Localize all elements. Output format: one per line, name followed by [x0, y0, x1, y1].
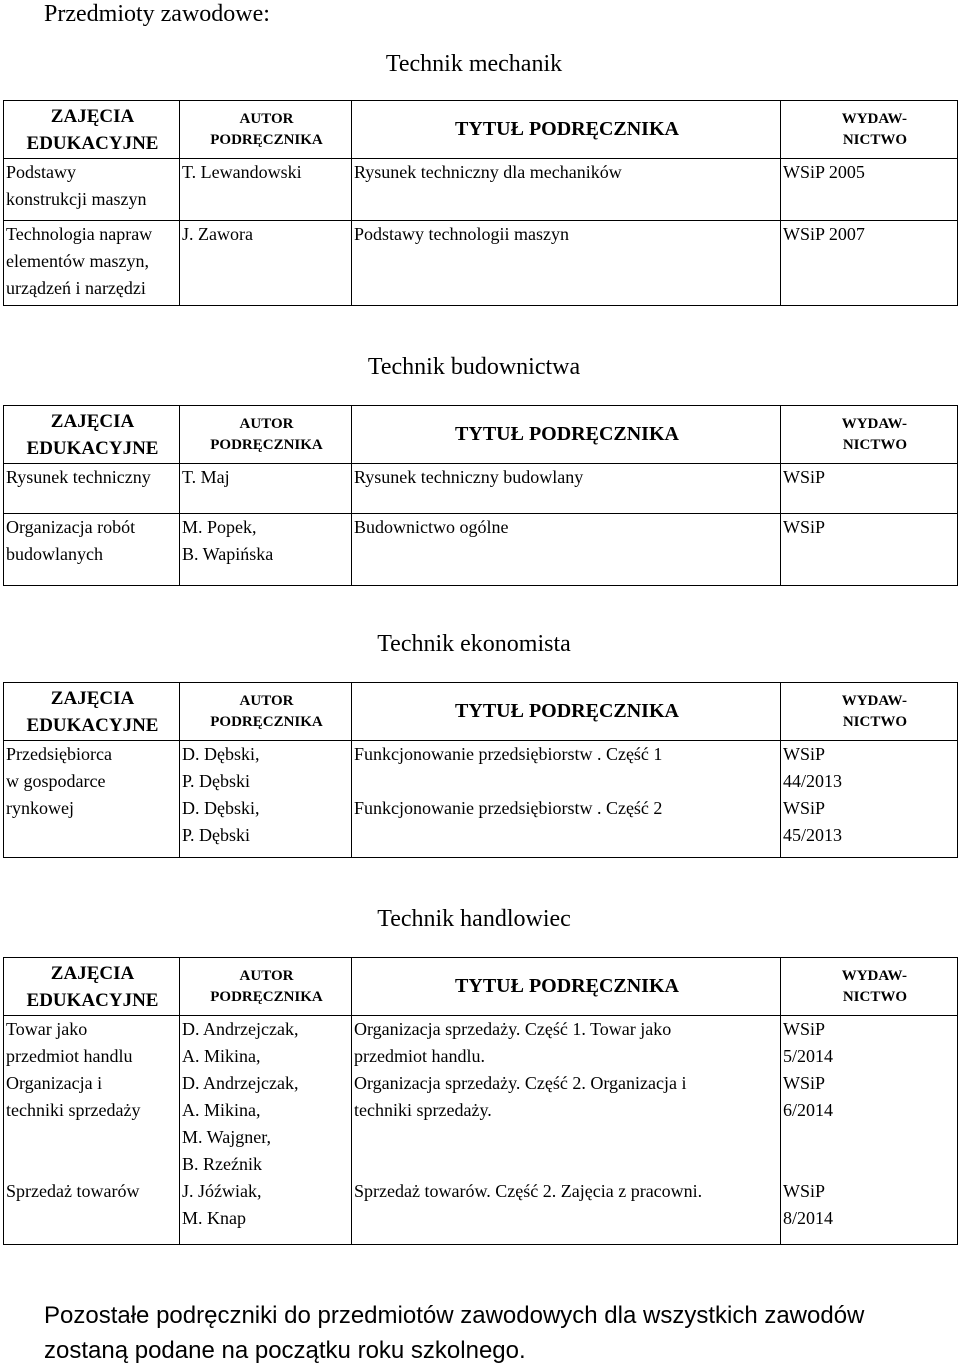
cell-subject: Organizacja robót budowlanych — [4, 514, 180, 586]
header-title: TYTUŁ PODRĘCZNIKA — [352, 101, 781, 159]
header-subject: ZAJĘCIA EDUKACYJNE — [4, 958, 180, 1016]
header-subject: ZAJĘCIA EDUKACYJNE — [4, 101, 180, 159]
table-header-row — [4, 958, 958, 1016]
header-subject: ZAJĘCIA EDUKACYJNE — [4, 683, 180, 741]
section-title-budownictwa: Technik budownictwa — [367, 354, 581, 380]
cell-subject: Technologia napraw elementów maszyn, urządzeń i narzędzi — [4, 221, 180, 306]
cell-author: T. Maj — [180, 464, 352, 514]
cell-title: Funkcjonowanie przedsiębiorstw . Część 1 Funkcjonowanie przedsiębiorstw . Część 2 — [352, 741, 781, 858]
cell-author: D. Andrzejczak, A. Mikina, D. Andrzejczak, A. Mikina, M. Wajgner, B. Rzeźnik J. Jóźwiak, M. Knap — [180, 1016, 352, 1245]
header-author: AUTOR PODRĘCZNIKA — [180, 958, 352, 1016]
cell-publisher: WSiP 5/2014 WSiP 6/2014 WSiP 8/2014 — [781, 1016, 958, 1245]
table-row — [4, 514, 958, 586]
table-header-row — [4, 406, 958, 464]
table-row — [4, 1016, 958, 1245]
header-title: TYTUŁ PODRĘCZNIKA — [352, 683, 781, 741]
section-title-ekonomista: Technik ekonomista — [377, 631, 571, 657]
section-title-mechanik: Technik mechanik — [385, 51, 563, 77]
cell-publisher: WSiP 2007 — [781, 221, 958, 306]
cell-publisher: WSiP 2005 — [781, 159, 958, 221]
header-publisher: WYDAW- NICTWO — [781, 958, 958, 1016]
cell-subject: Rysunek techniczny — [4, 464, 180, 514]
header-author: AUTOR PODRĘCZNIKA — [180, 101, 352, 159]
header-subject: ZAJĘCIA EDUKACYJNE — [4, 406, 180, 464]
cell-author: T. Lewandowski — [180, 159, 352, 221]
header-author: AUTOR PODRĘCZNIKA — [180, 683, 352, 741]
header-title: TYTUŁ PODRĘCZNIKA — [352, 406, 781, 464]
cell-publisher: WSiP — [781, 514, 958, 586]
table-mechanik — [3, 100, 958, 306]
cell-author: M. Popek, B. Wapińska — [180, 514, 352, 586]
table-row — [4, 464, 958, 514]
footer-note: Pozostałe podręczniki do przedmiotów zawodowych dla wszystkich zawodów zostaną podane na początku roku szkolnego. — [44, 1302, 865, 1364]
cell-subject: Przedsiębiorca w gospodarce rynkowej — [4, 741, 180, 858]
table-row — [4, 741, 958, 858]
table-row — [4, 159, 958, 221]
table-row — [4, 221, 958, 306]
header-publisher: WYDAW- NICTWO — [781, 101, 958, 159]
cell-author: J. Zawora — [180, 221, 352, 306]
cell-title: Organizacja sprzedaży. Część 1. Towar jako przedmiot handlu. Organizacja sprzedaży. Część 2. Organizacja i techniki sprzedaży. Sprzedaż towarów. Część 2. Zajęcia z pracowni. — [352, 1016, 781, 1245]
table-header-row — [4, 683, 958, 741]
header-publisher: WYDAW- NICTWO — [781, 683, 958, 741]
cell-subject: Towar jako przedmiot handlu Organizacja i techniki sprzedaży Sprzedaż towarów — [4, 1016, 180, 1245]
table-budownictwa — [3, 405, 958, 586]
header-title: TYTUŁ PODRĘCZNIKA — [352, 958, 781, 1016]
cell-publisher: WSiP — [781, 464, 958, 514]
table-ekonomista — [3, 682, 958, 858]
header-publisher: WYDAW- NICTWO — [781, 406, 958, 464]
page-title: Przedmioty zawodowe: — [44, 1, 270, 27]
table-handlowiec — [3, 957, 958, 1245]
cell-title: Rysunek techniczny budowlany — [352, 464, 781, 514]
cell-title: Rysunek techniczny dla mechaników — [352, 159, 781, 221]
section-title-handlowiec: Technik handlowiec — [377, 906, 571, 932]
cell-publisher: WSiP 44/2013 WSiP 45/2013 — [781, 741, 958, 858]
table-header-row — [4, 101, 958, 159]
cell-title: Podstawy technologii maszyn — [352, 221, 781, 306]
cell-subject: Podstawy konstrukcji maszyn — [4, 159, 180, 221]
header-author: AUTOR PODRĘCZNIKA — [180, 406, 352, 464]
cell-author: D. Dębski, P. Dębski D. Dębski, P. Dębski — [180, 741, 352, 858]
cell-title: Budownictwo ogólne — [352, 514, 781, 586]
